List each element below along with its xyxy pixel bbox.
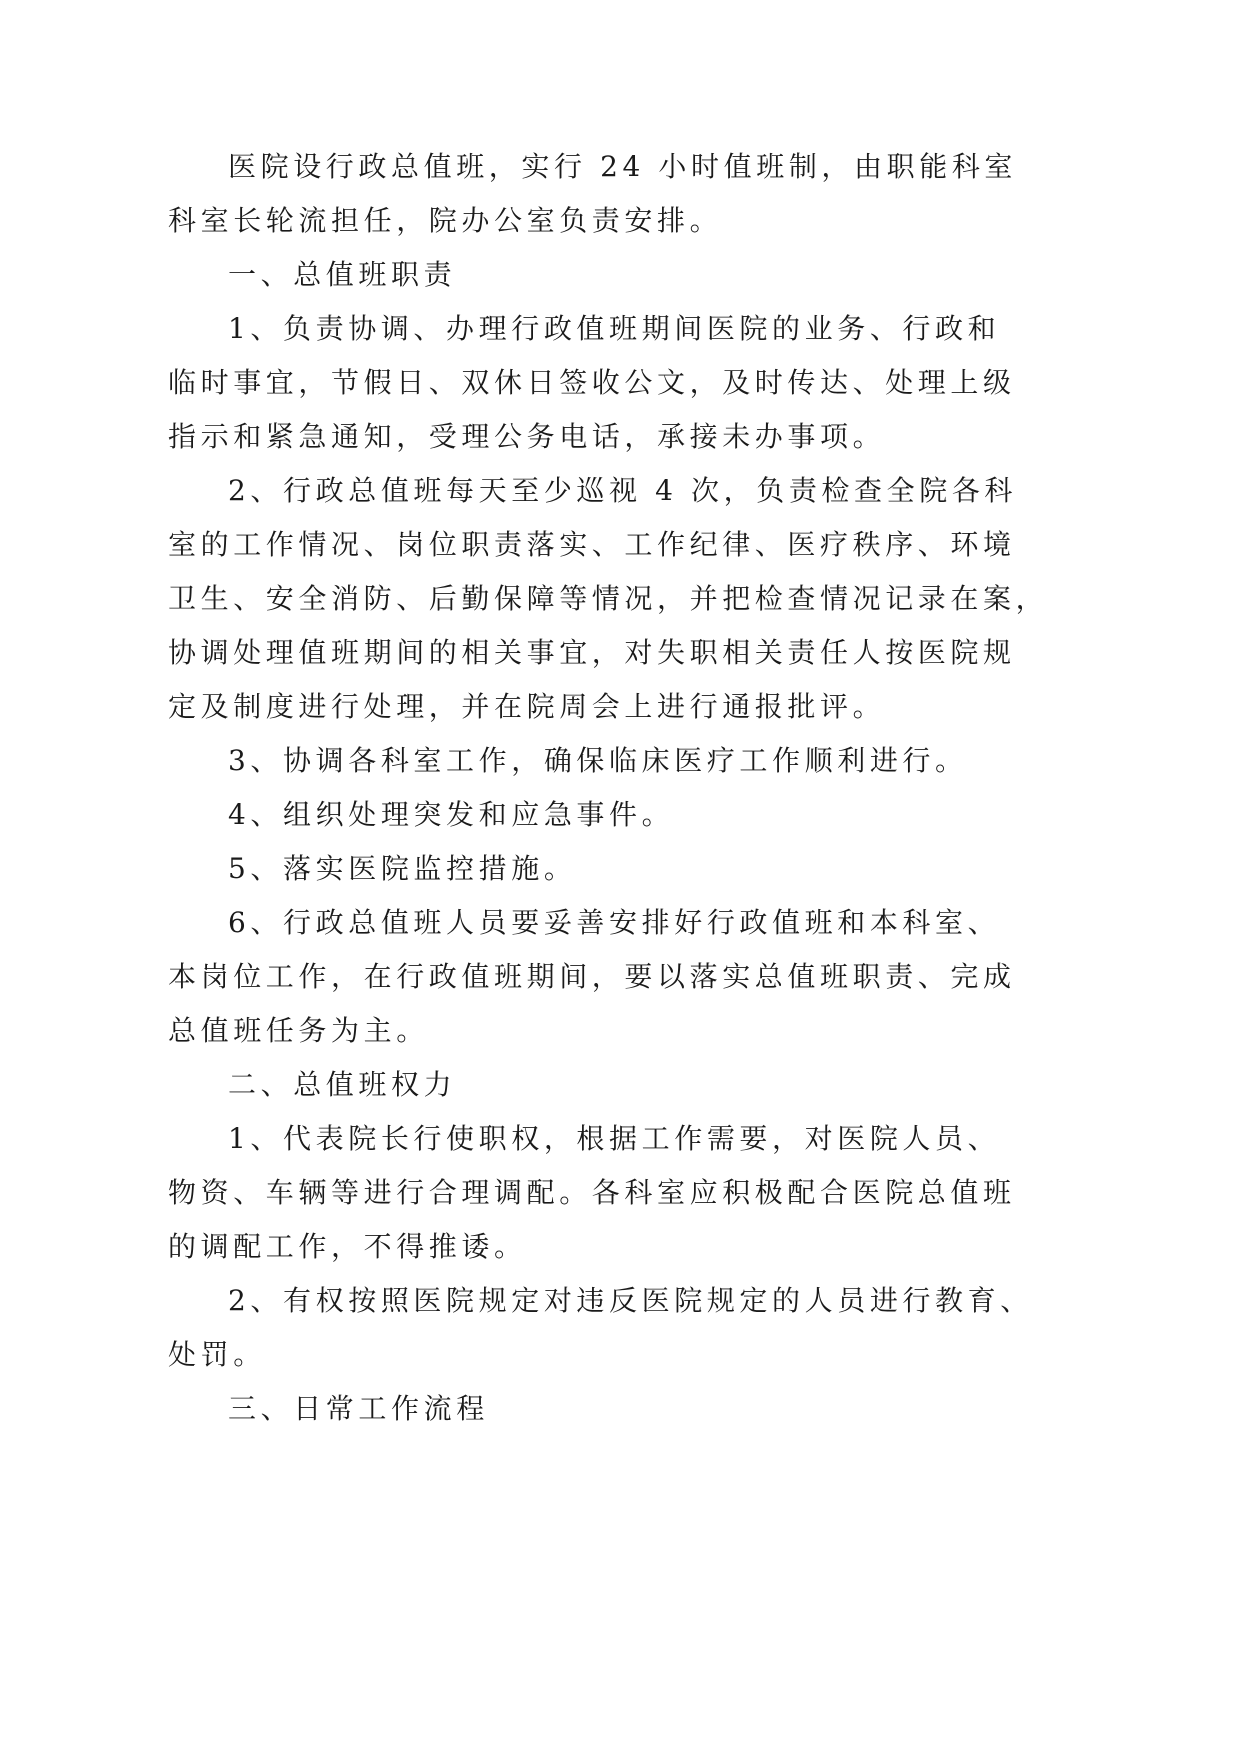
paragraph-line: 协调处理值班期间的相关事宜，对失职相关责任人按医院规 [168,636,1016,669]
duty-item-4 [168,788,968,842]
paragraph-line: 5、落实医院监控措施。 [228,852,577,885]
paragraph-line: 的调配工作，不得推诿。 [168,1230,527,1263]
heading-line: 二、总值班权力 [228,1068,457,1101]
paragraph-line: 科室长轮流担任，院办公室负责安排。 [168,204,723,237]
paragraph-line: 1、负责协调、办理行政值班期间医院的业务、行政和 [228,312,1001,345]
paragraph-line: 物资、车辆等进行合理调配。各科室应积极配合医院总值班 [168,1176,1016,1209]
heading-line: 三、日常工作流程 [228,1392,489,1425]
paragraph-line: 2、有权按照医院规定对违反医院规定的人员进行教育、 [228,1284,1033,1317]
section-heading-duties [168,248,968,302]
paragraph-line: 卫生、安全消防、后勤保障等情况，并把检查情况记录在案， [168,582,1049,615]
paragraph-line: 6、行政总值班人员要妥善安排好行政值班和本科室、 [228,906,1001,939]
paragraph-line: 1、代表院长行使职权，根据工作需要，对医院人员、 [228,1122,1001,1155]
duty-item-3 [168,734,968,788]
duty-item-5 [168,842,968,896]
paragraph-line: 临时事宜，节假日、双休日签收公文，及时传达、处理上级 [168,366,1016,399]
section-heading-workflow [168,1382,968,1436]
paragraph-line: 医院设行政总值班，实行 24 小时值班制，由职能科室 [228,150,1018,183]
paragraph-line: 室的工作情况、岗位职责落实、工作纪律、医疗秩序、环境 [168,528,1016,561]
duty-item-1 [168,302,1016,464]
paragraph-line: 3、协调各科室工作，确保临床医疗工作顺利进行。 [228,744,968,777]
intro-paragraph [168,140,1018,248]
duty-item-2 [168,464,1049,734]
document-body [168,140,1049,1436]
power-item-1 [168,1112,1016,1274]
paragraph-line: 处罚。 [168,1338,266,1371]
paragraph-line: 指示和紧急通知，受理公务电话，承接未办事项。 [168,420,886,453]
paragraph-line: 本岗位工作，在行政值班期间，要以落实总值班职责、完成 [168,960,1016,993]
section-heading-powers [168,1058,968,1112]
paragraph-line: 4、组织处理突发和应急事件。 [228,798,675,831]
paragraph-line: 定及制度进行处理，并在院周会上进行通报批评。 [168,690,886,723]
power-item-2 [168,1274,1033,1382]
heading-line: 一、总值班职责 [228,258,457,291]
paragraph-line: 2、行政总值班每天至少巡视 4 次，负责检查全院各科 [228,474,1018,507]
paragraph-line: 总值班任务为主。 [168,1014,429,1047]
duty-item-6 [168,896,1016,1058]
